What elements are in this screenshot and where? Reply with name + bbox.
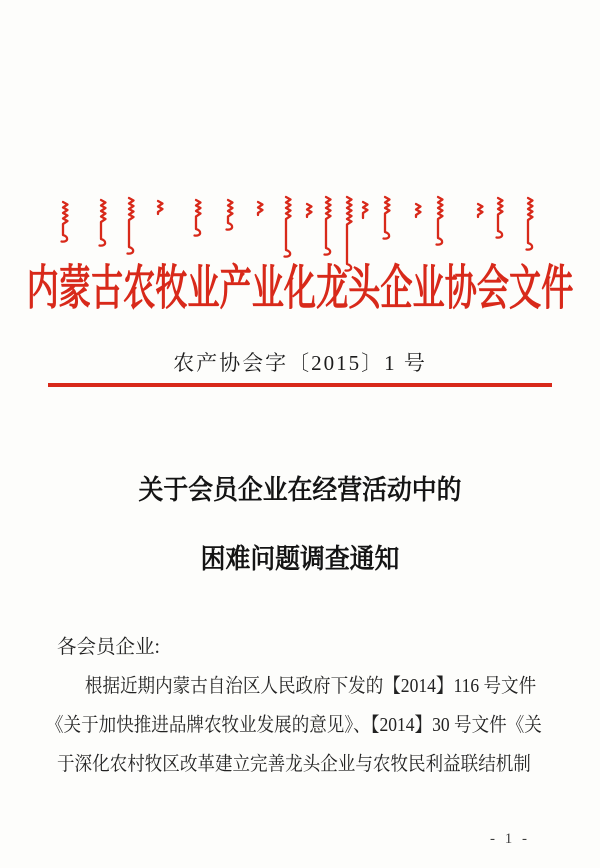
doc-number: 农产协会字〔2015〕1 号 xyxy=(173,351,427,375)
document-body xyxy=(46,628,567,784)
document-title-line2: 困难问题调查通知 xyxy=(200,544,400,574)
body-line: 根据近期内蒙古自治区人民政府下发的【2014】116 号文件 xyxy=(84,676,537,697)
page-number: - 1 - xyxy=(490,831,530,847)
body-line: 《关于加快推进品牌农牧业发展的意见》、【2014】30 号文件《关 xyxy=(46,715,542,736)
body-line: 于深化农村牧区改革建立完善龙头企业与农牧民利益联结机制 xyxy=(57,754,531,775)
org-title: 内蒙古农牧业产业化龙头企业协会文件 xyxy=(26,262,574,315)
document-title-line1: 关于会员企业在经营活动中的 xyxy=(138,475,462,505)
salutation: 各会员企业: xyxy=(57,637,160,658)
red-divider-line xyxy=(48,383,552,387)
document-title xyxy=(0,477,600,573)
